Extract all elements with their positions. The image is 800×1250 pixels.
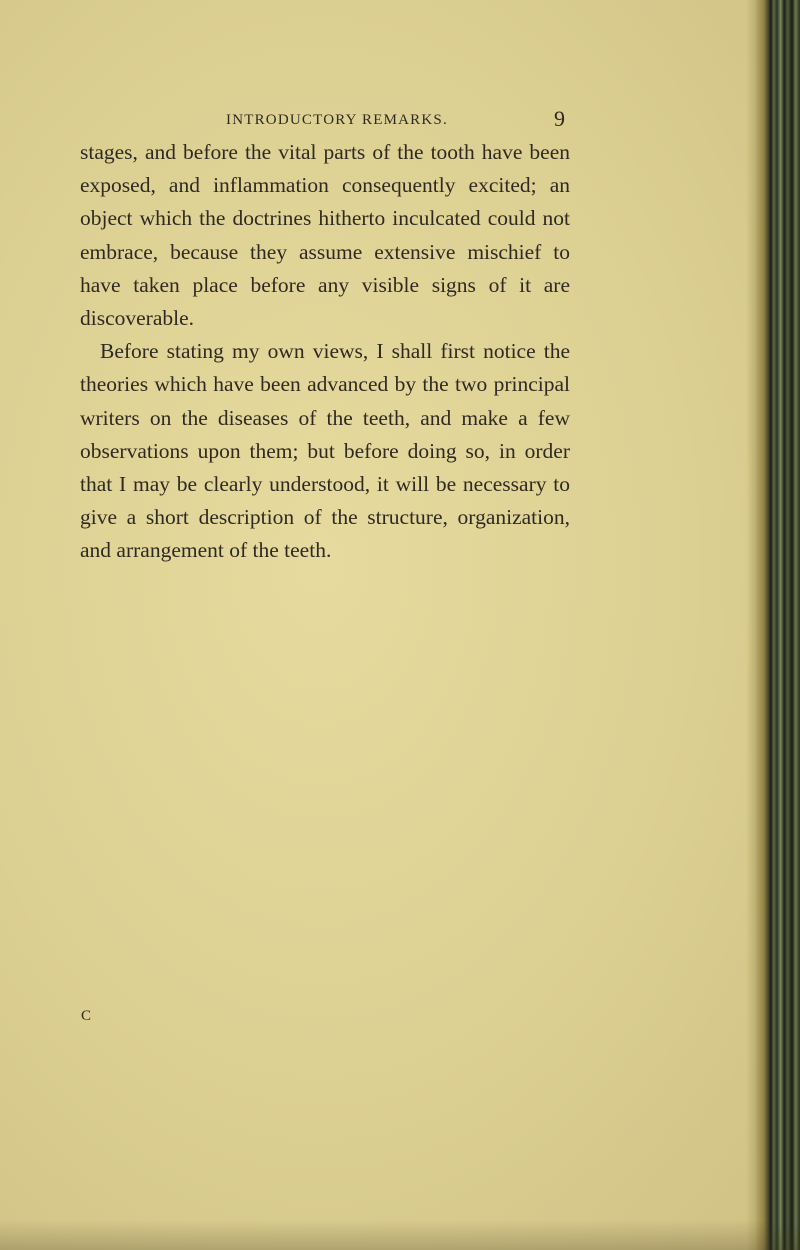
bottom-shadow xyxy=(0,1220,800,1250)
page-number: 9 xyxy=(554,106,565,131)
page-edge-shadow xyxy=(746,0,756,1250)
signature-mark: C xyxy=(81,1008,92,1024)
book-edge xyxy=(756,0,800,1250)
paragraph-2: Before stating my own views, I shall first notice the theories which have been advanced by the two principal writers on the diseases of the teeth, and make a few observations upon them; but before doing so, in order that I may be clearly understood, it will be necessary to give a short description of the structure, organization, and arrangement of the teeth. xyxy=(80,339,570,563)
paragraph-1: stages, and before the vital parts of the tooth have been exposed, and inflammation consequently excited; an object which the doctrines hitherto inculcated could not embrace, because they assume extensive mischief to have taken place before any visible signs of it are discoverable. xyxy=(80,140,570,331)
body-text xyxy=(80,136,570,568)
running-head: INTRODUCTORY REMARKS. xyxy=(226,112,448,128)
